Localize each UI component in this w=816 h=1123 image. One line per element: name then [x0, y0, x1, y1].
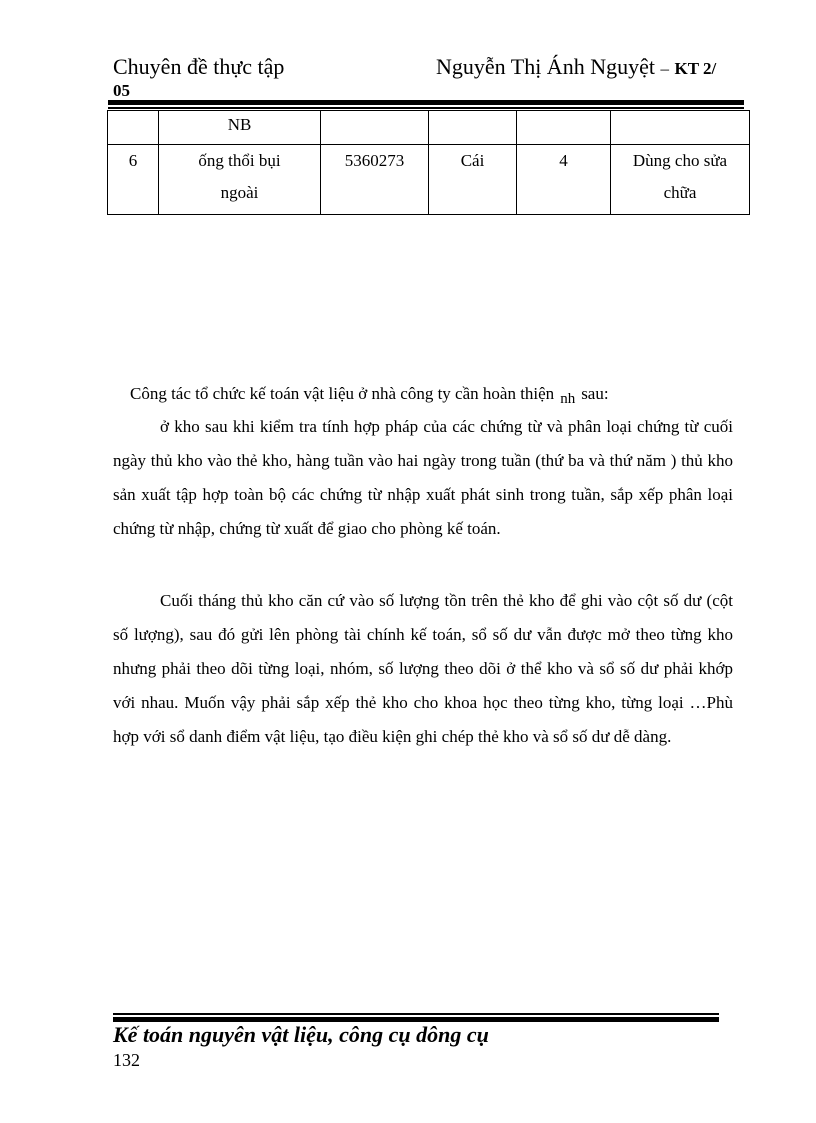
header-dash: –	[660, 59, 669, 78]
table-row	[108, 145, 750, 215]
table-cell-qty: 4	[517, 145, 611, 215]
table-cell-unit: Cái	[429, 145, 517, 215]
header-right	[436, 54, 716, 80]
table-cell-name	[159, 145, 321, 215]
footer-rule-thin	[113, 1013, 719, 1015]
table-cell	[429, 111, 517, 145]
table-cell-note	[611, 145, 750, 215]
name-line: ống thổi bụi	[198, 151, 281, 170]
footer-title: Kế toán nguyên vật liệu, công cụ dông cụ	[113, 1022, 489, 1047]
name-line: ngoài	[220, 183, 259, 202]
table-row	[108, 111, 750, 145]
intro-text-end: sau:	[581, 384, 609, 403]
body-paragraph-1: ở kho sau khi kiểm tra tính hợp pháp của các chứng từ và phân loại chứng từ cuối ngày thủ kho vào thẻ kho, hàng tuần vào hai ngày trong tuần (thứ ba và thứ năm ) thủ kho sản xuất tập hợp toàn bộ các chứng từ nhập xuất phát sinh trong tuần, sắp xếp phân loại chứng từ nhập, chứng từ xuất để giao cho phòng kế toán.	[113, 417, 733, 538]
intro-paragraph	[130, 377, 730, 412]
table-cell	[321, 111, 429, 145]
page-number: 132	[113, 1050, 140, 1070]
intro-sub-fragment: nh	[560, 391, 576, 407]
intro-text: Công tác tổ chức kế toán vật liệu ở nhà công ty cần hoàn thiện	[130, 384, 555, 403]
header-rule-thin	[108, 107, 744, 109]
table-cell-stt: 6	[108, 145, 159, 215]
header-class-code-cont: 05	[113, 81, 130, 100]
table-cell	[108, 111, 159, 145]
header-class-code: KT 2/	[674, 59, 717, 78]
header-rule-thick	[108, 100, 744, 105]
header-left-title: Chuyên đề thực tập	[113, 54, 285, 79]
table-cell: NB	[159, 111, 321, 145]
header-author: Nguyễn Thị Ánh Nguyệt	[436, 54, 655, 79]
note-line: chữa	[663, 183, 697, 202]
table-cell	[611, 111, 750, 145]
materials-table	[107, 110, 750, 215]
body-paragraph-2: Cuối tháng thủ kho căn cứ vào số lượng tồn trên thẻ kho để ghi vào cột số dư (cột số lượng), sau đó gửi lên phòng tài chính kế toán, sổ số dư vẫn được mở theo từng kho nhưng phải theo dõi từng loại, nhóm, số lượng theo dõi ở thể kho và sổ số dư phải khớp với nhau. Muốn vậy phải sắp xếp thẻ kho cho khoa học theo từng kho, từng loại …Phù hợp với sổ danh điểm vật liệu, tạo điều kiện ghi chép thẻ kho và sổ số dư dễ dàng.	[113, 591, 733, 746]
table-cell-code: 5360273	[321, 145, 429, 215]
note-line: Dùng cho sửa	[632, 151, 728, 170]
table-cell	[517, 111, 611, 145]
